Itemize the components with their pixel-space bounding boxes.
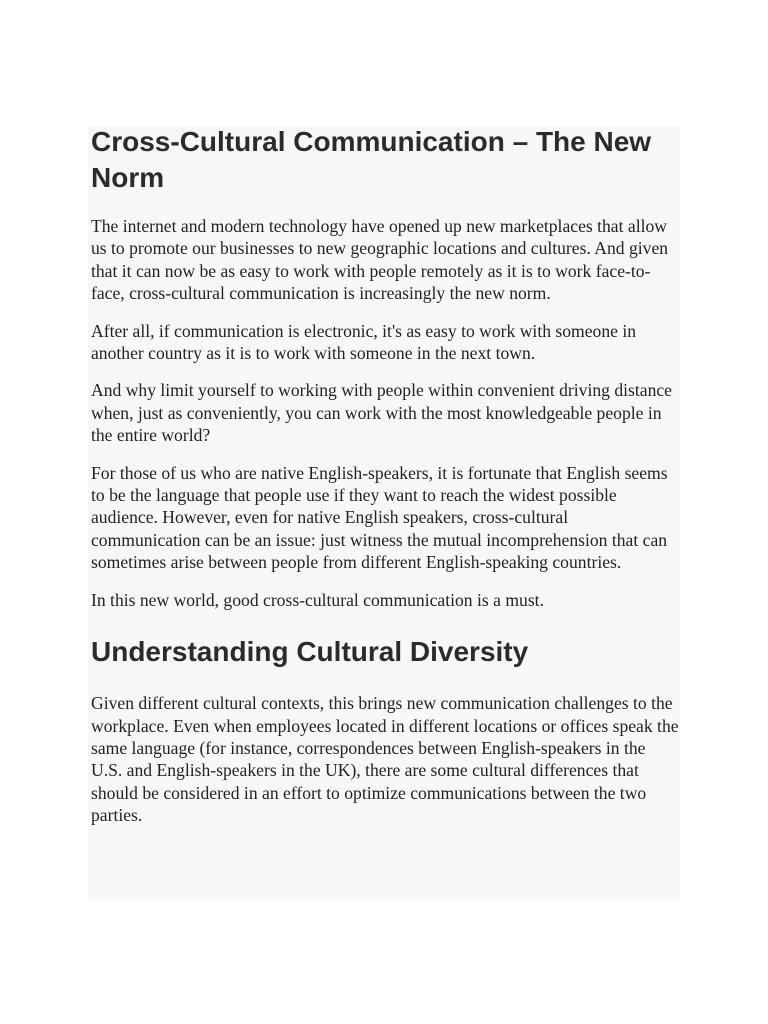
section-heading-cultural-diversity: Understanding Cultural Diversity — [91, 636, 529, 668]
paragraph: After all, if communication is electronic, it's as easy to work with someone in another country as it is to work with someone in the next town. — [91, 320, 637, 364]
section-heading-new-norm: Cross-Cultural Communication – The New Norm — [91, 126, 652, 193]
paragraph: And why limit yourself to working with people within convenient driving distance when, just as conveniently, you can work with the most knowledgeable people in the entire world? — [91, 380, 672, 446]
paragraph: For those of us who are native English-speakers, it is fortunate that English seems to be the language that people use if they want to reach the widest possible audience. However, even for native English speakers, cross-cultural communication can be an issue: just witness the mutual incomprehension that can sometimes arise between people from different English-speaking countries. — [91, 462, 668, 573]
paragraph: In this new world, good cross-cultural communication is a must. — [91, 589, 544, 610]
paragraph: Given different cultural contexts, this brings new communication challenges to the workplace. Even when employees located in different locations or offices speak the same language (for instance, correspondences between English-speakers in the U.S. and English-speakers in the UK), there are some cultural differences that should be considered in an effort to optimize communications between the two parties. — [91, 693, 679, 826]
document-content — [91, 124, 681, 827]
paragraph: The internet and modern technology have opened up new marketplaces that allow us to promote our businesses to new geographic locations and cultures. And given that it can now be as easy to work with people remotely as it is to work face-to-face, cross-cultural communication is increasingly the new norm. — [91, 216, 669, 304]
